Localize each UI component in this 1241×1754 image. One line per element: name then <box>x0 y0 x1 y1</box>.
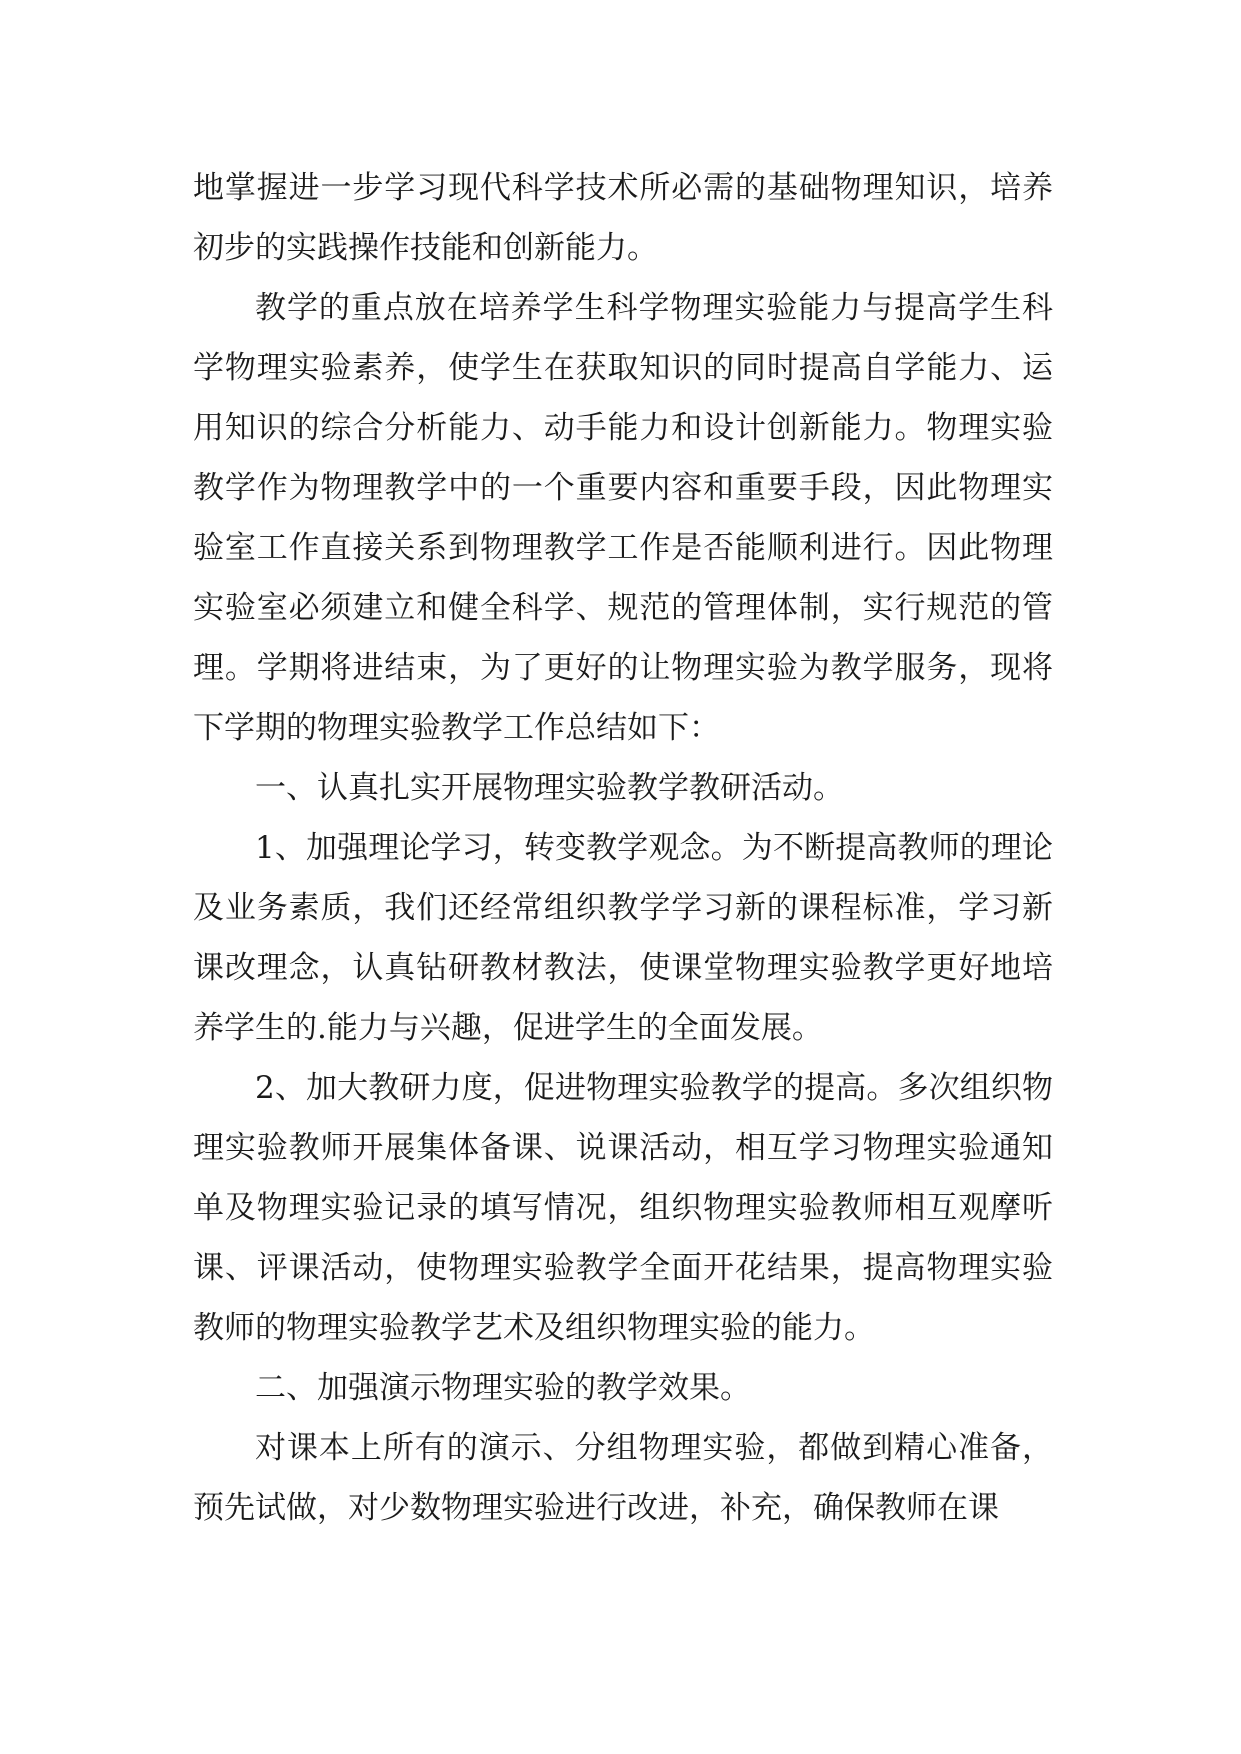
paragraph-teaching-focus: 教学的重点放在培养学生科学物理实验能力与提高学生科学物理实验素养，使学生在获取知识的同时提高自学能力、运用知识的综合分析能力、动手能力和设计创新能力。物理实验教学作为物理教学中的一个重要内容和重要手段，因此物理实验室工作直接关系到物理教学工作是否能顺利进行。因此物理实验室必须建立和健全科学、规范的管理体制，实行规范的管理。学期将进结束，为了更好的让物理实验为教学服务，现将下学期的物理实验教学工作总结如下： <box>193 290 1053 746</box>
document-body <box>193 158 1053 1538</box>
paragraph-continuation: 地掌握进一步学习现代科学技术所必需的基础物理知识，培养初步的实践操作技能和创新能力。 <box>193 170 1053 266</box>
section-heading-1: 一、认真扎实开展物理实验教学教研活动。 <box>255 770 844 806</box>
paragraph-item-1: 1、加强理论学习，转变教学观念。为不断提高教师的理论及业务素质，我们还经常组织教学学习新的课程标准，学习新课改理念，认真钻研教材教法，使课堂物理实验教学更好地培养学生的.能力与兴趣，促进学生的全面发展。 <box>193 830 1053 1046</box>
paragraph-item-2: 2、加大教研力度，促进物理实验教学的提高。多次组织物理实验教师开展集体备课、说课活动，相互学习物理实验通知单及物理实验记录的填写情况，组织物理实验教师相互观摩听课、评课活动，使物理实验教学全面开花结果，提高物理实验教师的物理实验教学艺术及组织物理实验的能力。 <box>193 1070 1053 1346</box>
section-heading-2: 二、加强演示物理实验的教学效果。 <box>255 1370 751 1406</box>
paragraph-demo-experiments: 对课本上所有的演示、分组物理实验，都做到精心准备，预先试做，对少数物理实验进行改进，补充，确保教师在课 <box>193 1430 1053 1526</box>
